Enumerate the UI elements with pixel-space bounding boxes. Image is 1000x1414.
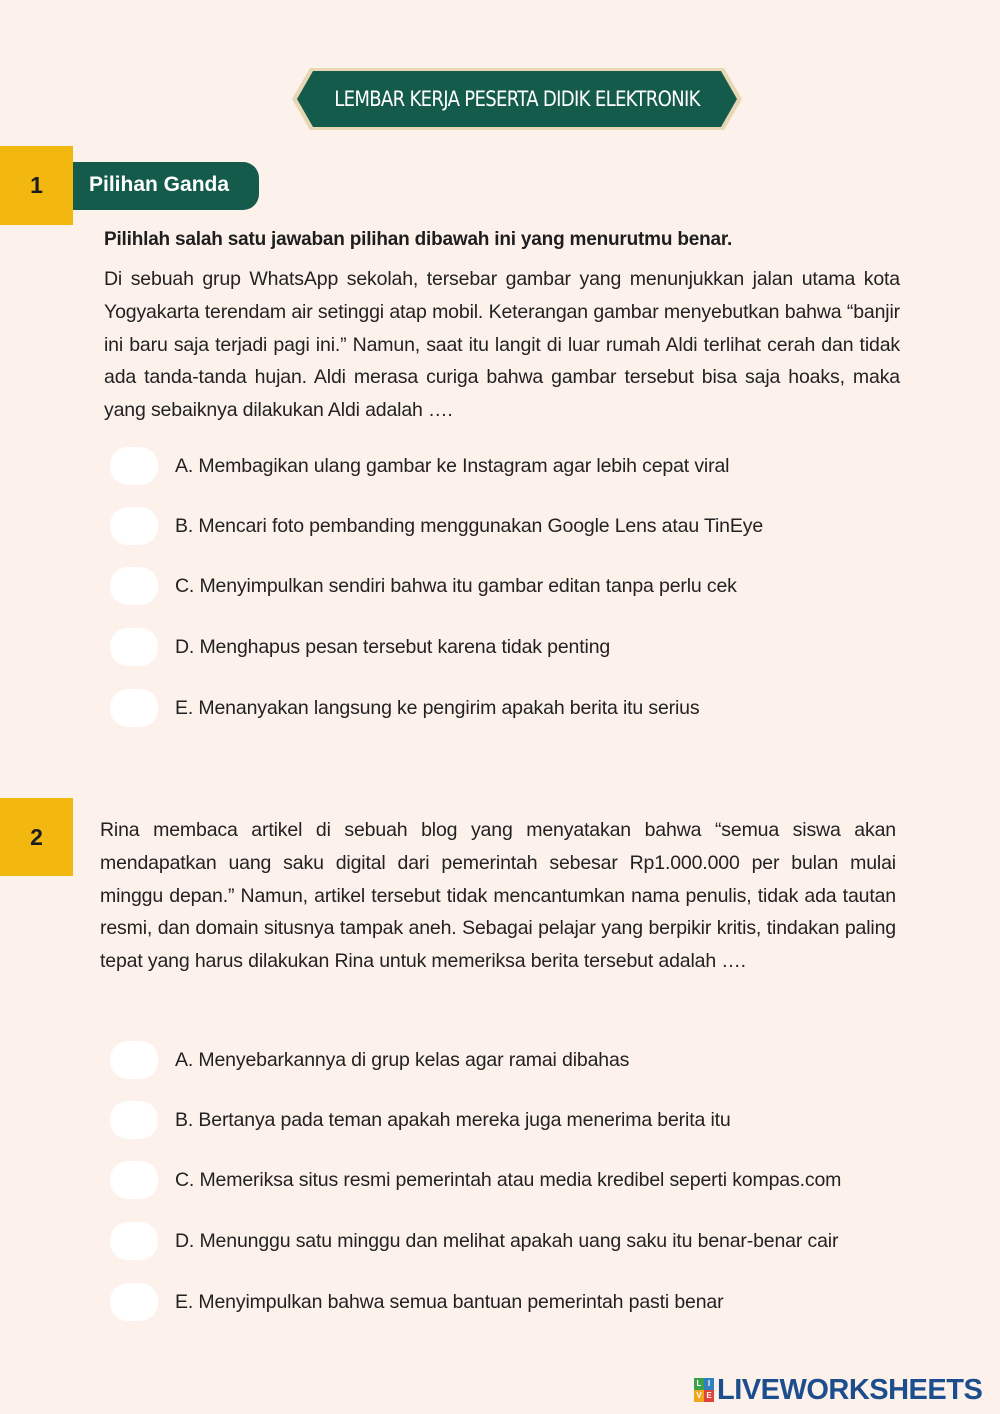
question-number-2: 2 bbox=[0, 798, 73, 876]
logo-grid-icon bbox=[694, 1378, 714, 1402]
option-label: E. Menyimpulkan bahwa semua bantuan pemerintah pasti benar bbox=[175, 1291, 724, 1313]
section-label: Pilihan Ganda bbox=[73, 162, 259, 210]
answer-radio[interactable] bbox=[110, 447, 158, 485]
q2-option-c[interactable] bbox=[110, 1160, 970, 1200]
logo-letter: I bbox=[704, 1378, 714, 1390]
option-label: B. Mencari foto pembanding menggunakan Google Lens atau TinEye bbox=[175, 515, 764, 537]
answer-radio[interactable] bbox=[110, 1222, 158, 1260]
option-label: D. Menghapus pesan tersebut karena tidak penting bbox=[175, 636, 611, 658]
answer-radio[interactable] bbox=[110, 628, 158, 666]
answer-radio[interactable] bbox=[110, 1041, 158, 1079]
answer-radio[interactable] bbox=[110, 1283, 158, 1321]
logo-text: LIVEWORKSHEETS bbox=[717, 1373, 983, 1406]
option-label: C. Menyimpulkan sendiri bahwa itu gambar editan tanpa perlu cek bbox=[175, 575, 737, 597]
question-2-text: Rina membaca artikel di sebuah blog yang menyatakan bahwa “semua siswa akan mendapatkan uang saku digital dari pemerintah sebesar Rp1.000.000 per bulan mulai minggu depan.” Namun, artikel tersebut tidak mencantumkan nama penulis, tidak ada tautan resmi, dan domain situsnya tampak aneh. Sebagai pelajar yang berpikir kritis, tindakan paling tepat yang harus dilakukan Rina untuk memeriksa berita tersebut adalah …. bbox=[100, 819, 896, 973]
answer-radio[interactable] bbox=[110, 689, 158, 727]
answer-radio[interactable] bbox=[110, 1101, 158, 1139]
option-label: C. Memeriksa situs resmi pemerintah atau media kredibel seperti kompas.com bbox=[175, 1169, 842, 1191]
answer-radio[interactable] bbox=[110, 507, 158, 545]
q2-option-e[interactable] bbox=[110, 1282, 970, 1322]
liveworksheets-logo[interactable] bbox=[694, 1374, 982, 1406]
option-label: D. Menunggu satu minggu dan melihat apakah uang saku itu benar-benar cair bbox=[175, 1230, 839, 1252]
q1-option-e[interactable] bbox=[110, 688, 970, 728]
q1-option-a[interactable] bbox=[110, 446, 970, 486]
q1-option-c[interactable] bbox=[110, 566, 970, 606]
option-label: A. Menyebarkannya di grup kelas agar ramai dibahas bbox=[175, 1049, 630, 1071]
page-title: LEMBAR KERJA PESERTA DIDIK ELEKTRONIK bbox=[334, 87, 700, 111]
q2-option-d[interactable] bbox=[110, 1221, 970, 1261]
answer-radio[interactable] bbox=[110, 1161, 158, 1199]
logo-letter: L bbox=[694, 1378, 704, 1390]
title-banner bbox=[292, 68, 742, 130]
option-label: A. Membagikan ulang gambar ke Instagram agar lebih cepat viral bbox=[175, 455, 730, 477]
question-number-1: 1 bbox=[0, 146, 73, 225]
logo-letter: E bbox=[704, 1390, 714, 1402]
q2-option-a[interactable] bbox=[110, 1040, 970, 1080]
option-label: E. Menanyakan langsung ke pengirim apakah berita itu serius bbox=[175, 697, 700, 719]
logo-letter: V bbox=[694, 1390, 704, 1402]
option-label: B. Bertanya pada teman apakah mereka juga menerima berita itu bbox=[175, 1109, 731, 1131]
q1-option-b[interactable] bbox=[110, 506, 970, 546]
q1-option-d[interactable] bbox=[110, 627, 970, 667]
q2-option-b[interactable] bbox=[110, 1100, 970, 1140]
instruction-text: Pilihlah salah satu jawaban pilihan dibawah ini yang menurutmu benar. bbox=[104, 229, 733, 250]
question-1-text: Di sebuah grup WhatsApp sekolah, tersebar gambar yang menunjukkan jalan utama kota Yogyakarta terendam air setinggi atap mobil. Keterangan gambar menyebutkan bahwa “banjir ini baru saja terjadi pagi ini.” Namun, saat itu langit di luar rumah Aldi terlihat cerah dan tidak ada tanda-tanda hujan. Aldi merasa curiga bahwa gambar tersebut bisa saja hoaks, maka yang sebaiknya dilakukan Aldi adalah …. bbox=[104, 268, 900, 422]
answer-radio[interactable] bbox=[110, 567, 158, 605]
